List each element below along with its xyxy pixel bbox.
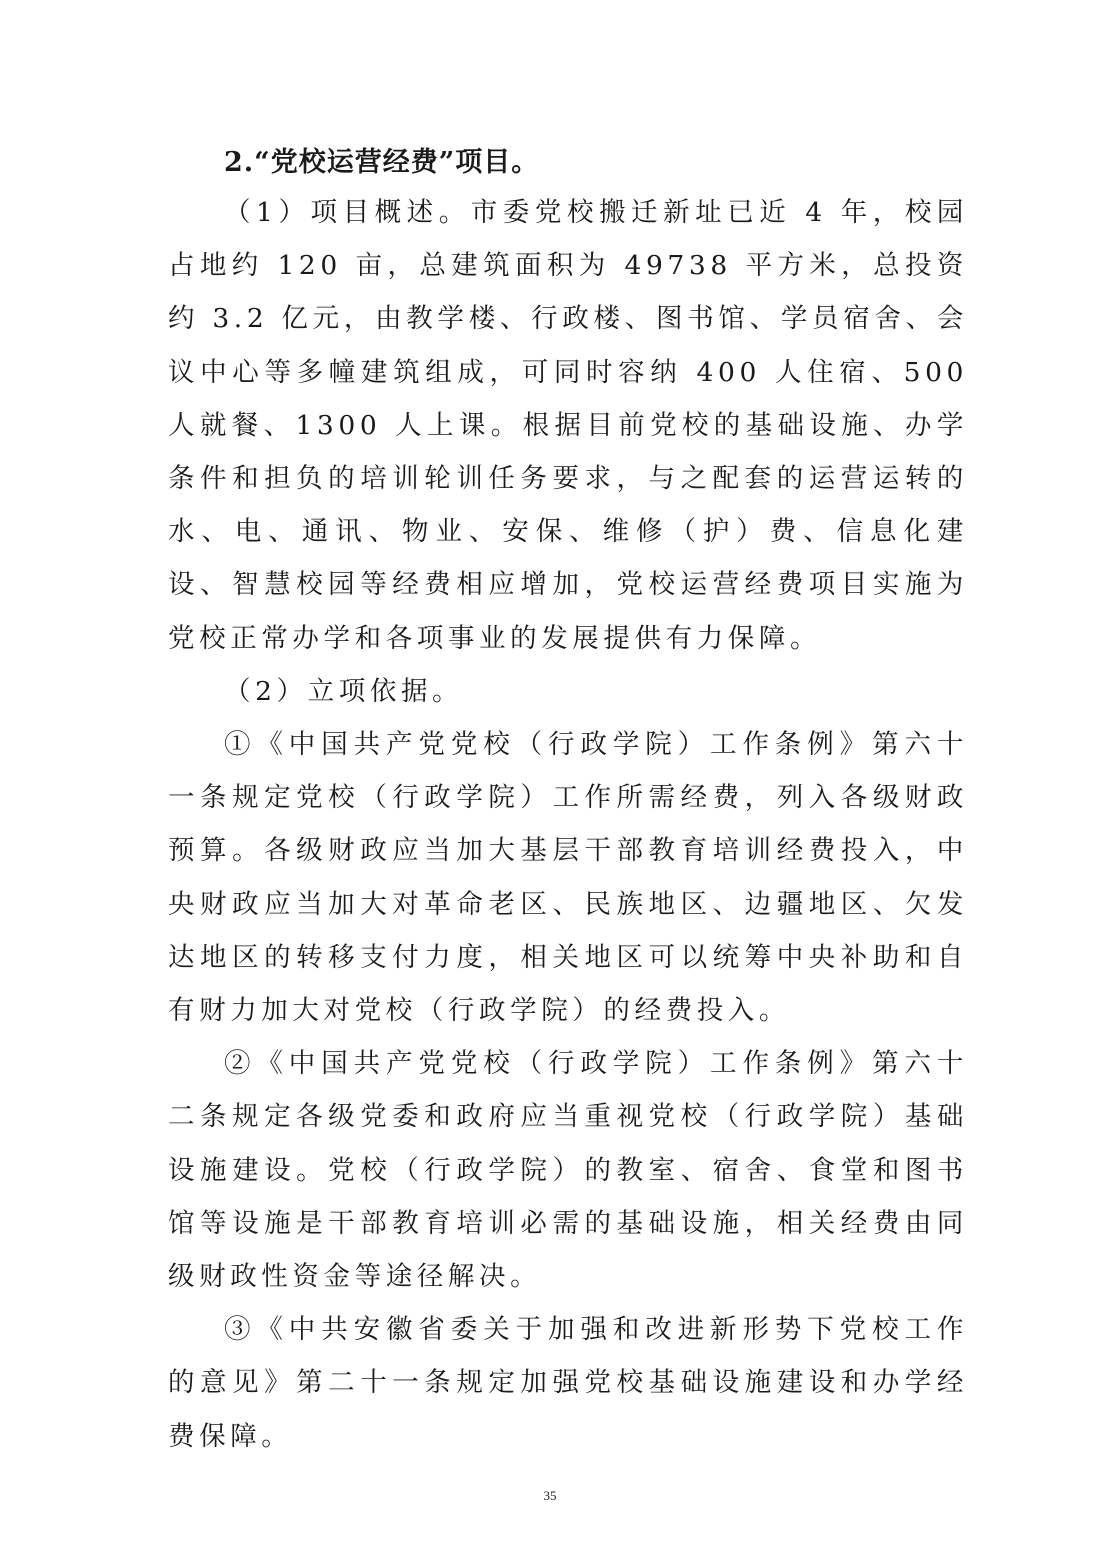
document-body [168, 140, 968, 1463]
section-heading: 2.“党校运营经费”项目。 [224, 147, 540, 178]
paragraph-overview: （1）项目概述。市委党校搬迁新址已近 4 年，校园占地约 120 亩，总建筑面积为 49738 平方米，总投资约 3.2 亿元，由教学楼、行政楼、图书馆、学员宿舍、会议中心等多幢建筑组成，可同时容纳 400 人住宿、500 人就餐、1300 人上课。根据目前党校的基础设施、办学条件和担负的培训轮训任务要求，与之配套的运营运转的水、电、通讯、物业、安保、维修（护）费、信息化建设、智慧校园等经费相应增加，党校运营经费项目实施为党校正常办学和各项事业的发展提供有力保障。 [168, 197, 968, 654]
paragraph-basis-3: ③《中共安徽省委关于加强和改进新形势下党校工作的意见》第二十一条规定加强党校基础设施建设和办学经费保障。 [168, 1314, 968, 1452]
page-number: 35 [543, 1488, 557, 1503]
paragraph-basis-1: ①《中国共产党党校（行政学院）工作条例》第六十一条规定党校（行政学院）工作所需经费，列入各级财政预算。各级财政应当加大基层干部教育培训经费投入，中央财政应当加大对革命老区、民族地区、边疆地区、欠发达地区的转移支付力度，相关地区可以统筹中央补助和自有财力加大对党校（行政学院）的经费投入。 [168, 729, 968, 1027]
paragraph-basis-title: （2）立项依据。 [224, 675, 464, 707]
paragraph-basis-2: ②《中国共产党党校（行政学院）工作条例》第六十二条规定各级党委和政府应当重视党校（行政学院）基础设施建设。党校（行政学院）的教室、宿舍、食堂和图书馆等设施是干部教育培训必需的基础设施，相关经费由同级财政性资金等途径解决。 [168, 1048, 968, 1293]
